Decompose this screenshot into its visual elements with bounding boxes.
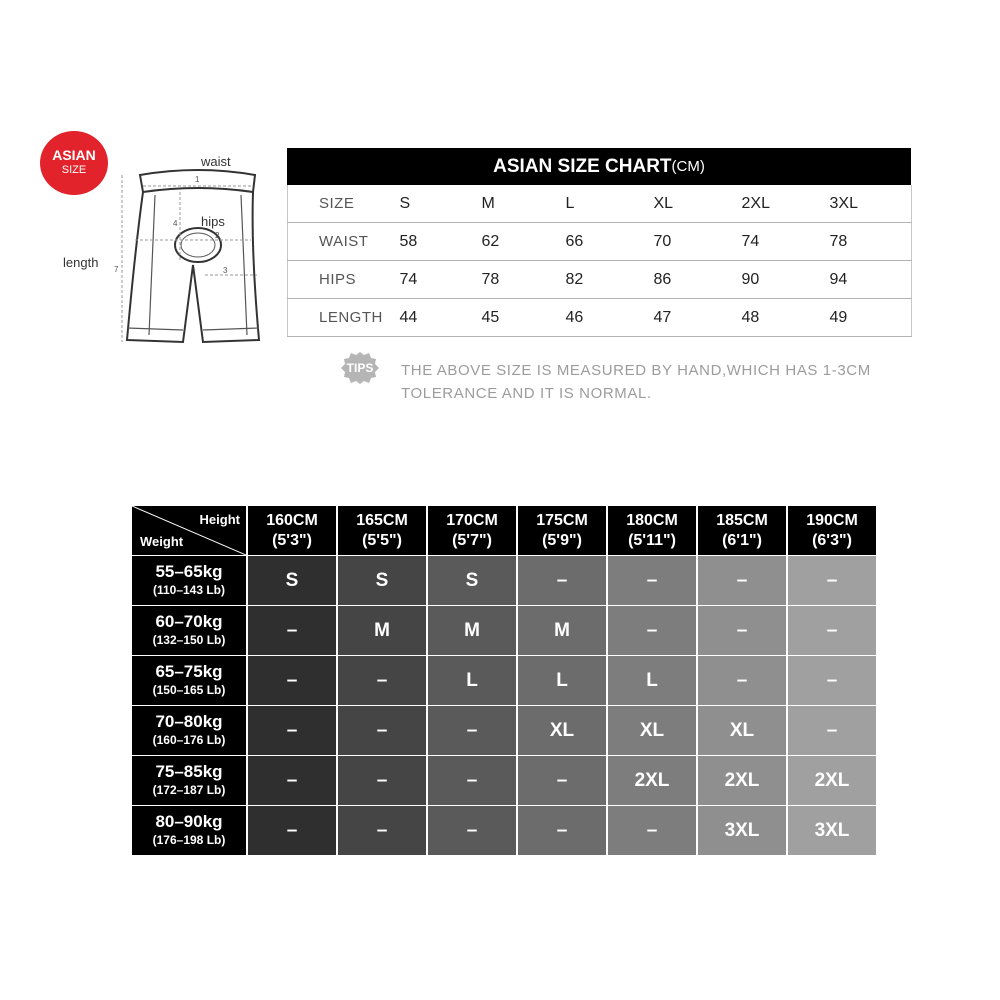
size-cell: – xyxy=(248,756,336,805)
table-cell: L xyxy=(566,185,654,223)
table-cell: 58 xyxy=(400,223,482,261)
table-cell: S xyxy=(400,185,482,223)
waist-label: waist xyxy=(201,154,231,169)
size-cell: – xyxy=(248,606,336,655)
table-cell: 3XL xyxy=(830,185,912,223)
size-cell: M xyxy=(518,606,606,655)
weight-header xyxy=(132,706,246,755)
size-cell: L xyxy=(428,656,516,705)
size-cell: – xyxy=(698,556,786,605)
size-cell: – xyxy=(518,806,606,855)
weight-kg: 70–80kg xyxy=(155,711,223,731)
size-cell: – xyxy=(248,806,336,855)
height-ft: (5'11") xyxy=(628,531,676,549)
table-cell: 49 xyxy=(830,299,912,337)
table-row xyxy=(288,185,912,223)
weight-lb: (132–150 Lb) xyxy=(152,632,226,647)
weight-header xyxy=(132,656,246,705)
asian-size-chart xyxy=(287,148,911,337)
weight-header xyxy=(132,606,246,655)
size-cell: – xyxy=(608,556,696,605)
size-cell: S xyxy=(248,556,336,605)
height-header xyxy=(698,506,786,555)
table-cell: 74 xyxy=(400,261,482,299)
badge-line1: ASIAN xyxy=(52,147,96,163)
weight-kg: 65–75kg xyxy=(155,661,223,681)
size-table xyxy=(287,185,912,337)
weight-lb: (160–176 Lb) xyxy=(152,732,226,747)
table-cell: 74 xyxy=(742,223,830,261)
size-cell: S xyxy=(338,556,426,605)
size-cell: – xyxy=(608,806,696,855)
size-cell: – xyxy=(338,756,426,805)
size-cell: – xyxy=(518,556,606,605)
weight-lb: (150–165 Lb) xyxy=(152,682,226,697)
table-cell: 47 xyxy=(654,299,742,337)
height-cm: 190CM xyxy=(806,511,858,529)
size-cell: – xyxy=(698,606,786,655)
weight-header xyxy=(132,806,246,855)
weight-lb: (176–198 Lb) xyxy=(152,832,226,847)
size-cell: M xyxy=(338,606,426,655)
height-ft: (5'3") xyxy=(272,531,312,549)
size-chart-title-text: ASIAN SIZE CHART xyxy=(493,155,672,177)
height-cm: 180CM xyxy=(626,511,678,529)
size-cell: – xyxy=(518,756,606,805)
weight-header xyxy=(132,756,246,805)
size-cell: 3XL xyxy=(698,806,786,855)
svg-text:7: 7 xyxy=(114,265,119,274)
height-weight-chart xyxy=(132,506,876,855)
hips-label: hips xyxy=(201,214,225,229)
size-cell: 2XL xyxy=(698,756,786,805)
size-cell: – xyxy=(788,556,876,605)
size-chart-title xyxy=(287,148,911,185)
height-header xyxy=(248,506,336,555)
size-cell: XL xyxy=(698,706,786,755)
size-cell: – xyxy=(428,706,516,755)
table-cell: 78 xyxy=(482,261,566,299)
height-cm: 170CM xyxy=(446,511,498,529)
table-cell: 70 xyxy=(654,223,742,261)
height-header xyxy=(338,506,426,555)
table-row xyxy=(288,223,912,261)
height-ft: (5'7") xyxy=(452,531,492,549)
height-cm: 165CM xyxy=(356,511,408,529)
tips-line1: THE ABOVE SIZE IS MEASURED BY HAND,WHICH HAS 1-3CM xyxy=(401,362,871,379)
table-row xyxy=(288,261,912,299)
svg-text:4: 4 xyxy=(173,219,178,228)
row-label: HIPS xyxy=(288,261,400,299)
height-header xyxy=(518,506,606,555)
corner-weight-label: Weight xyxy=(140,534,184,549)
table-cell: 94 xyxy=(830,261,912,299)
size-cell: – xyxy=(788,706,876,755)
size-cell: 3XL xyxy=(788,806,876,855)
corner-header xyxy=(132,506,246,555)
height-ft: (5'5") xyxy=(362,531,402,549)
table-cell: 48 xyxy=(742,299,830,337)
table-row xyxy=(288,299,912,337)
badge-line2: SIZE xyxy=(61,164,87,176)
svg-text:3: 3 xyxy=(223,266,228,275)
table-cell: XL xyxy=(654,185,742,223)
size-cell: – xyxy=(788,606,876,655)
table-cell: 62 xyxy=(482,223,566,261)
table-cell: 44 xyxy=(400,299,482,337)
size-chart-unit: (CM) xyxy=(671,158,705,175)
size-cell: L xyxy=(518,656,606,705)
size-cell: S xyxy=(428,556,516,605)
table-cell: 2XL xyxy=(742,185,830,223)
weight-lb: (172–187 Lb) xyxy=(152,782,226,797)
size-cell: – xyxy=(698,656,786,705)
size-cell: – xyxy=(788,656,876,705)
tips-line2: TOLERANCE AND IT IS NORMAL. xyxy=(401,385,652,402)
size-cell: – xyxy=(338,706,426,755)
row-label: LENGTH xyxy=(288,299,400,337)
svg-text:1: 1 xyxy=(195,175,200,184)
weight-kg: 55–65kg xyxy=(155,561,223,581)
weight-lb: (110–143 Lb) xyxy=(152,582,226,597)
table-cell: M xyxy=(482,185,566,223)
table-cell: 46 xyxy=(566,299,654,337)
size-cell: – xyxy=(428,806,516,855)
table-cell: 66 xyxy=(566,223,654,261)
size-cell: – xyxy=(608,606,696,655)
height-header xyxy=(788,506,876,555)
tips-note xyxy=(401,359,921,405)
corner-height-label: Height xyxy=(199,512,240,527)
table-cell: 45 xyxy=(482,299,566,337)
height-cm: 175CM xyxy=(536,511,588,529)
row-label: SIZE xyxy=(288,185,400,223)
size-cell: – xyxy=(338,656,426,705)
height-header xyxy=(608,506,696,555)
shorts-diagram xyxy=(55,150,285,360)
size-cell: – xyxy=(248,656,336,705)
size-cell: – xyxy=(428,756,516,805)
length-label: length xyxy=(63,255,99,270)
table-cell: 78 xyxy=(830,223,912,261)
tips-icon-label: TIPS xyxy=(346,361,374,375)
size-cell: 2XL xyxy=(608,756,696,805)
weight-kg: 75–85kg xyxy=(155,761,223,781)
weight-header xyxy=(132,556,246,605)
height-ft: (6'1") xyxy=(722,531,762,549)
weight-kg: 80–90kg xyxy=(155,811,223,831)
height-cm: 185CM xyxy=(716,511,768,529)
size-cell: – xyxy=(248,706,336,755)
size-cell: XL xyxy=(608,706,696,755)
size-cell: L xyxy=(608,656,696,705)
height-ft: (5'9") xyxy=(542,531,582,549)
size-cell: 2XL xyxy=(788,756,876,805)
size-cell: – xyxy=(338,806,426,855)
tips-icon xyxy=(340,350,380,386)
table-cell: 82 xyxy=(566,261,654,299)
height-header xyxy=(428,506,516,555)
size-cell: M xyxy=(428,606,516,655)
row-label: WAIST xyxy=(288,223,400,261)
size-cell: XL xyxy=(518,706,606,755)
table-cell: 90 xyxy=(742,261,830,299)
weight-kg: 60–70kg xyxy=(155,611,223,631)
height-cm: 160CM xyxy=(266,511,318,529)
table-cell: 86 xyxy=(654,261,742,299)
height-ft: (6'3") xyxy=(812,531,852,549)
svg-text:2: 2 xyxy=(215,231,220,240)
